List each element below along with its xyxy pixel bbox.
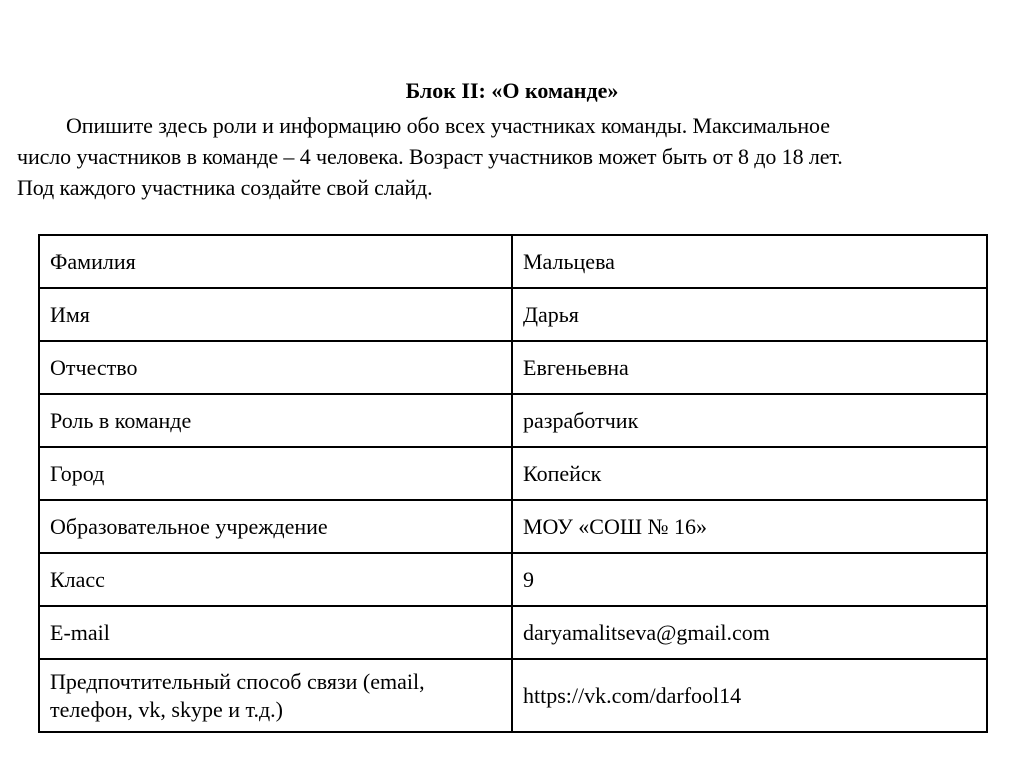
table-row	[39, 341, 987, 394]
row-value: разработчик	[512, 394, 987, 447]
row-label: Предпочтительный способ связи (email, телефон, vk, skype и т.д.)	[39, 659, 512, 732]
table-row	[39, 288, 987, 341]
row-value: daryamalitseva@gmail.com	[512, 606, 987, 659]
participant-info-table	[38, 234, 988, 733]
table-row	[39, 235, 987, 288]
row-value: Копейск	[512, 447, 987, 500]
row-label: Имя	[39, 288, 512, 341]
row-label: Город	[39, 447, 512, 500]
row-value: Мальцева	[512, 235, 987, 288]
row-label: Класс	[39, 553, 512, 606]
intro-paragraph	[17, 110, 1007, 203]
row-label: Роль в команде	[39, 394, 512, 447]
intro-line: Под каждого участника создайте свой слайд.	[17, 175, 433, 200]
block-heading: Блок II: «О команде»	[405, 78, 619, 103]
row-label: Фамилия	[39, 235, 512, 288]
table-row	[39, 659, 987, 732]
intro-line: Опишите здесь роли и информацию обо всех участниках команды. Максимальное	[66, 113, 830, 138]
row-value: Евгеньевна	[512, 341, 987, 394]
table-row	[39, 606, 987, 659]
row-value: https://vk.com/darfool14	[512, 659, 987, 732]
table-row	[39, 447, 987, 500]
row-value: 9	[512, 553, 987, 606]
row-label: Отчество	[39, 341, 512, 394]
row-value: Дарья	[512, 288, 987, 341]
row-value: МОУ «СОШ № 16»	[512, 500, 987, 553]
row-label: Образовательное учреждение	[39, 500, 512, 553]
table-row	[39, 553, 987, 606]
table-row	[39, 394, 987, 447]
row-label: E-mail	[39, 606, 512, 659]
intro-line: число участников в команде – 4 человека. Возраст участников может быть от 8 до 18 лет.	[17, 144, 843, 169]
table-row	[39, 500, 987, 553]
